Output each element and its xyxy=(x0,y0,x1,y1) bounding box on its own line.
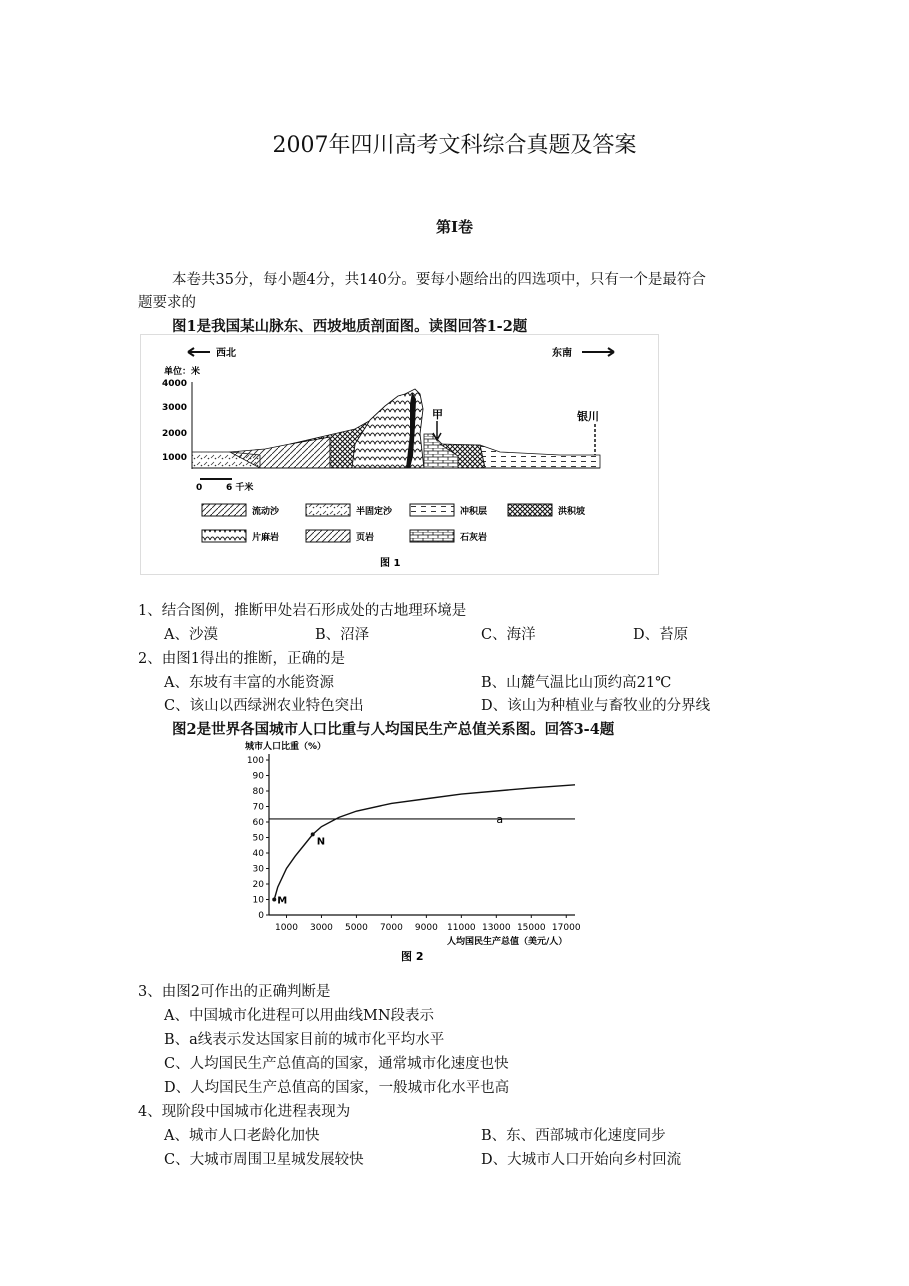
volume-heading: 第Ⅰ卷 xyxy=(435,218,474,236)
q3-stem: 3、由图2可作出的正确判断是 xyxy=(138,984,331,1000)
unit-label: 单位：米 xyxy=(164,367,201,377)
legend-swatch-gneiss xyxy=(202,530,246,542)
x-tick-label: 5000 xyxy=(344,923,368,933)
fig1-caption: 图1是我国某山脉东、西坡地质剖面图。读图回答1-2题 xyxy=(172,318,528,335)
geological-profile-figure xyxy=(140,334,660,576)
q2-option-d: D、该山为种植业与畜牧业的分界线 xyxy=(481,698,711,714)
intro-line-2: 题要求的 xyxy=(138,295,196,311)
legend-limestone: 石灰岩 xyxy=(460,533,488,543)
yinchuan-label: 银川 xyxy=(577,410,599,423)
y-tick-label: 60 xyxy=(252,818,264,828)
q4-option-c: C、大城市周围卫星城发展较快 xyxy=(164,1152,364,1168)
y-tick-1000: 1000 xyxy=(162,453,188,463)
q1-option-c: C、海洋 xyxy=(481,627,536,643)
x-tick-label: 7000 xyxy=(379,923,403,933)
q2-stem: 2、由图1得出的推断，正确的是 xyxy=(138,651,345,667)
scale-six-km: 6 千米 xyxy=(226,483,254,493)
y-tick-label: 40 xyxy=(252,849,264,859)
q1-option-a: A、沙漠 xyxy=(164,627,218,643)
fig1-label: 图 1 xyxy=(380,558,401,569)
q3-option-a: A、中国城市化进程可以用曲线MN段表示 xyxy=(164,1008,435,1024)
legend-swatch-shale xyxy=(306,530,350,542)
legend-swatch-alluvial-slope xyxy=(508,504,552,516)
q1-stem: 1、结合图例，推断甲处岩石形成处的古地理环境是 xyxy=(138,603,467,619)
q1-option-d: D、苔原 xyxy=(633,627,689,643)
legend-semi-fixed-sand: 半固定沙 xyxy=(356,507,393,517)
point-n-label: N xyxy=(316,836,326,848)
fig2-caption: 图2是世界各国城市人口比重与人均国民生产总值关系图。回答3-4题 xyxy=(172,721,615,738)
point-m xyxy=(272,898,276,902)
y-tick-label: 50 xyxy=(252,833,264,844)
legend-shale: 页岩 xyxy=(356,533,375,543)
x-tick-label: 9000 xyxy=(414,923,438,933)
q2-option-b: B、山麓气温比山顶约高21℃ xyxy=(481,675,672,691)
y-tick-4000: 4000 xyxy=(162,379,188,389)
y-tick-label: 30 xyxy=(252,864,264,875)
legend-swatch-limestone xyxy=(410,530,454,542)
page-title: 2007年四川高考文科综合真题及答案 xyxy=(272,133,637,158)
y-tick-label: 90 xyxy=(252,771,264,782)
y-tick-label: 80 xyxy=(252,787,264,797)
intro-line-1: 本卷共35分，每小题4分，共140分。要每小题给出的四选项中，只有一个是最符合 xyxy=(172,272,706,288)
q4-option-d: D、大城市人口开始向乡村回流 xyxy=(481,1152,682,1168)
x-tick-label: 17000 xyxy=(551,923,581,933)
legend-alluvial-slope: 洪积坡 xyxy=(558,507,586,517)
chart-x-label: 人均国民生产总值（美元/人） xyxy=(447,937,568,947)
q4-option-a: A、城市人口老龄化加快 xyxy=(164,1128,320,1144)
y-tick-label: 10 xyxy=(252,895,264,906)
chart-y-label: 城市人口比重（%） xyxy=(245,742,327,752)
urbanization-chart xyxy=(225,738,595,968)
y-tick-3000: 3000 xyxy=(162,403,188,413)
x-tick-label: 3000 xyxy=(310,923,333,933)
scale-zero: 0 xyxy=(196,483,203,493)
q4-stem: 4、现阶段中国城市化进程表现为 xyxy=(138,1104,351,1120)
q3-option-d: D、人均国民生产总值高的国家，一般城市化水平也高 xyxy=(164,1080,510,1096)
y-tick-label: 70 xyxy=(252,802,264,813)
legend-swatch-semi-fixed-sand xyxy=(306,504,350,516)
x-tick-label: 15000 xyxy=(516,923,546,933)
y-tick-label: 20 xyxy=(252,880,264,890)
q2-option-a: A、东坡有丰富的水能资源 xyxy=(164,675,334,691)
y-tick-2000: 2000 xyxy=(162,429,188,439)
legend-flowing-sand: 流动沙 xyxy=(252,507,280,517)
fig2-label: 图 2 xyxy=(401,950,424,963)
q4-option-b: B、东、西部城市化速度同步 xyxy=(481,1128,666,1144)
y-tick-label: 100 xyxy=(246,756,264,766)
southeast-label: 东南 xyxy=(552,348,572,359)
q3-option-b: B、a线表示发达国家目前的城市化平均水平 xyxy=(164,1032,445,1048)
jia-label: 甲 xyxy=(432,408,443,421)
line-a-label: a xyxy=(496,812,504,826)
legend-swatch-flowing-sand xyxy=(202,504,246,516)
x-tick-label: 1000 xyxy=(275,923,298,933)
x-tick-label: 13000 xyxy=(481,923,511,933)
northwest-label: 西北 xyxy=(216,348,236,359)
legend-swatch-alluvium xyxy=(410,504,454,516)
point-n xyxy=(311,832,315,836)
x-tick-label: 11000 xyxy=(447,923,476,933)
q1-option-b: B、沼泽 xyxy=(315,627,370,643)
y-tick-label: 0 xyxy=(258,911,264,921)
point-m-label: M xyxy=(277,895,288,907)
q2-option-c: C、该山以西绿洲农业特色突出 xyxy=(164,698,364,714)
legend-alluvium: 冲积层 xyxy=(460,507,488,517)
legend-gneiss: 片麻岩 xyxy=(252,533,280,543)
q3-option-c: C、人均国民生产总值高的国家，通常城市化速度也快 xyxy=(164,1056,509,1072)
